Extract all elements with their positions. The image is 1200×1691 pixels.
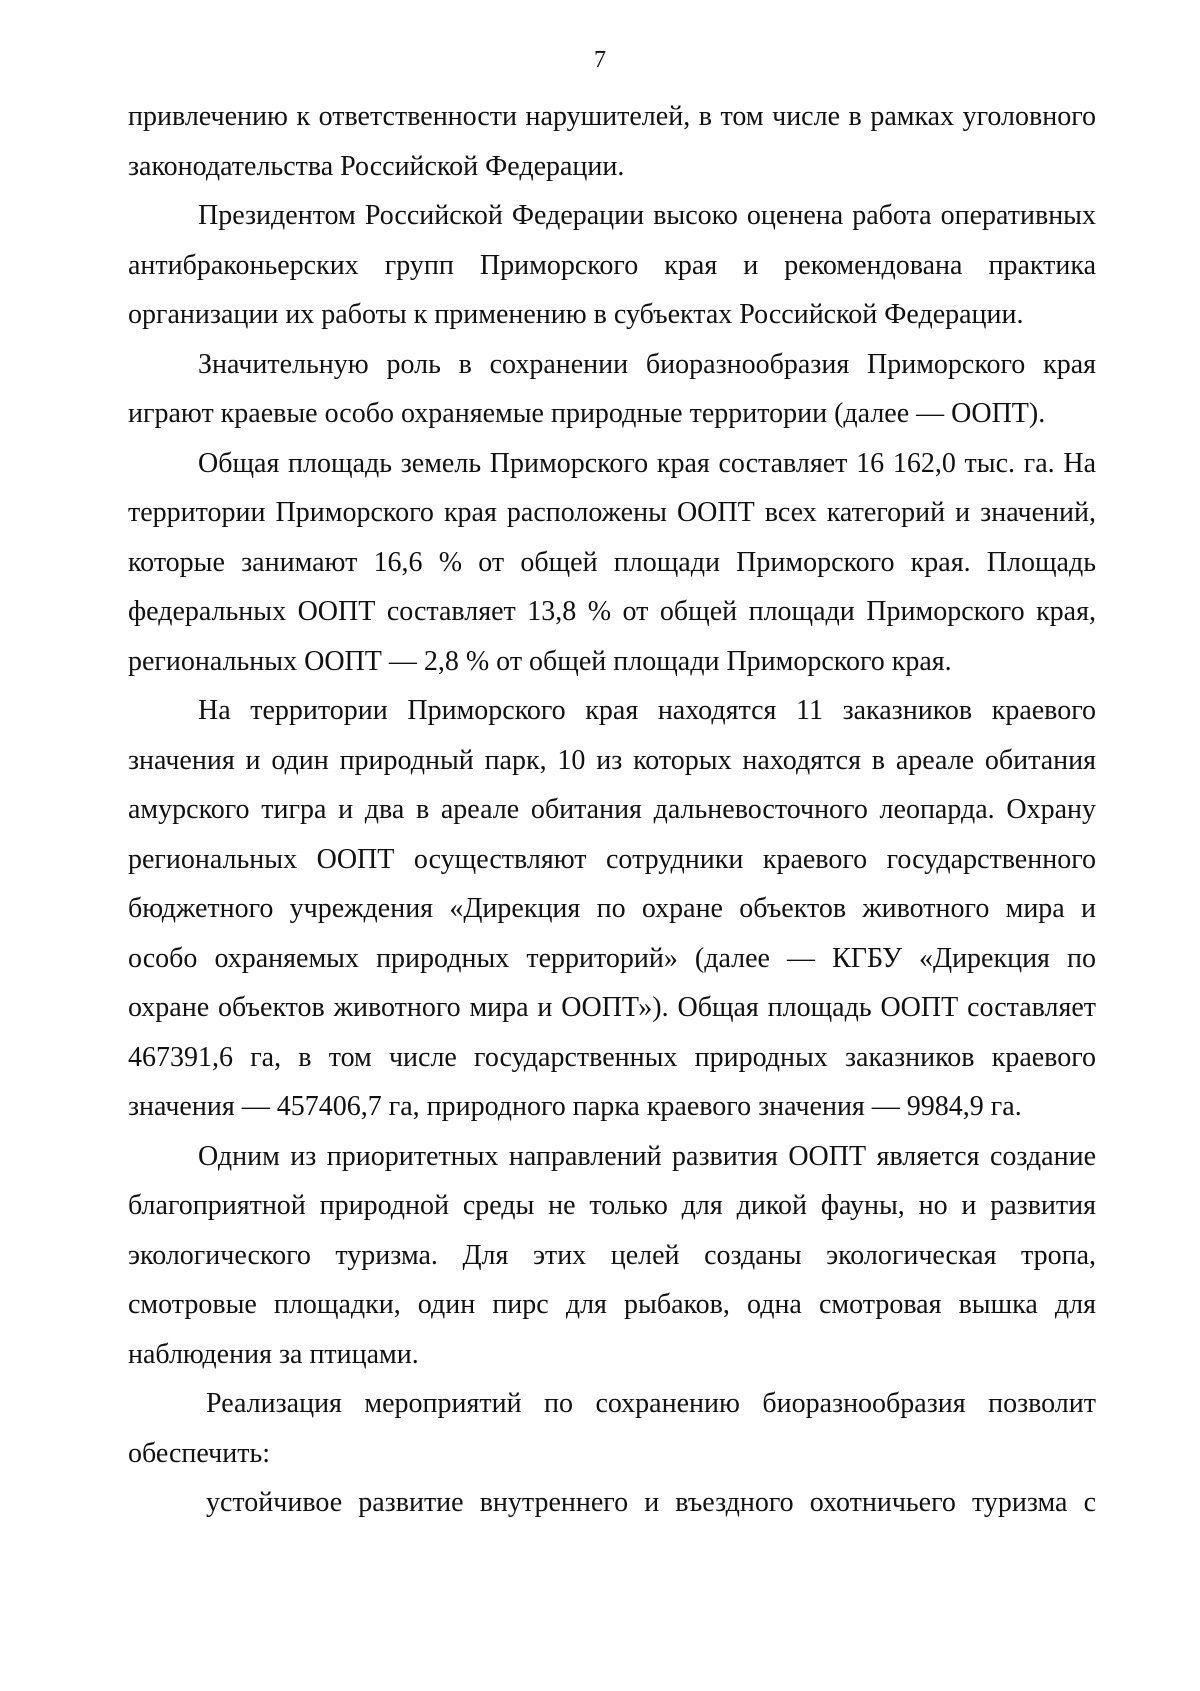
paragraph-implementation: Реализация мероприятий по сохранению биоразнообразия позволит обеспечить: [128,1388,1096,1469]
paragraph-president-assessment: Президентом Российской Федерации высоко оценена работа оперативных антибраконьерских групп Приморского края и рекомендована практика организации их работы к применению в субъектах Российской Федерации. [128,200,1096,330]
document-body [128,92,1096,1528]
paragraph-protected-areas-role: Значительную роль в сохранении биоразнообразия Приморского края играют краевые особо охраняемые природные территории (далее — ООПТ). [128,348,1096,429]
paragraph-sustainable-tourism: устойчивое развитие внутреннего и въездного охотничьего туризма с [206,1487,1096,1518]
paragraph-land-area: Общая площадь земель Приморского края составляет 16 162,0 тыс. га. На территории Приморского края расположены ООПТ всех категорий и значений, которые занимают 16,6 % от общей площади Приморского края. Площадь федеральных ООПТ составляет 13,8 % от общей площади Приморского края, региональных ООПТ — 2,8 % от общей площади Приморского края. [128,447,1096,677]
paragraph-continuation: привлечению к ответственности нарушителей, в том числе в рамках уголовного законодательства Российской Федерации. [128,101,1096,182]
paragraph-ecotourism: Одним из приоритетных направлений развития ООПТ является создание благоприятной природной среды не только для дикой фауны, но и развития экологического туризма. Для этих целей созданы экологическая тропа, смотровые площадки, один пирс для рыбаков, одна смотровая вышка для наблюдения за птицами. [128,1140,1096,1370]
paragraph-reserves: На территории Приморского края находятся 11 заказников краевого значения и один природный парк, 10 из которых находятся в ареале обитания амурского тигра и два в ареале обитания дальневосточного леопарда. Охрану региональных ООПТ осуществляют сотрудники краевого государственного бюджетного учреждения «Дирекция по охране объектов животного мира и особо охраняемых природных территорий» (далее — КГБУ «Дирекция по охране объектов животного мира и ООПТ»). Общая площадь ООПТ составляет 467391,6 га, в том числе государственных природных заказников краевого значения — 457406,7 га, природного парка краевого значения — 9984,9 га. [128,695,1096,1122]
page-number: 7 [594,47,606,73]
